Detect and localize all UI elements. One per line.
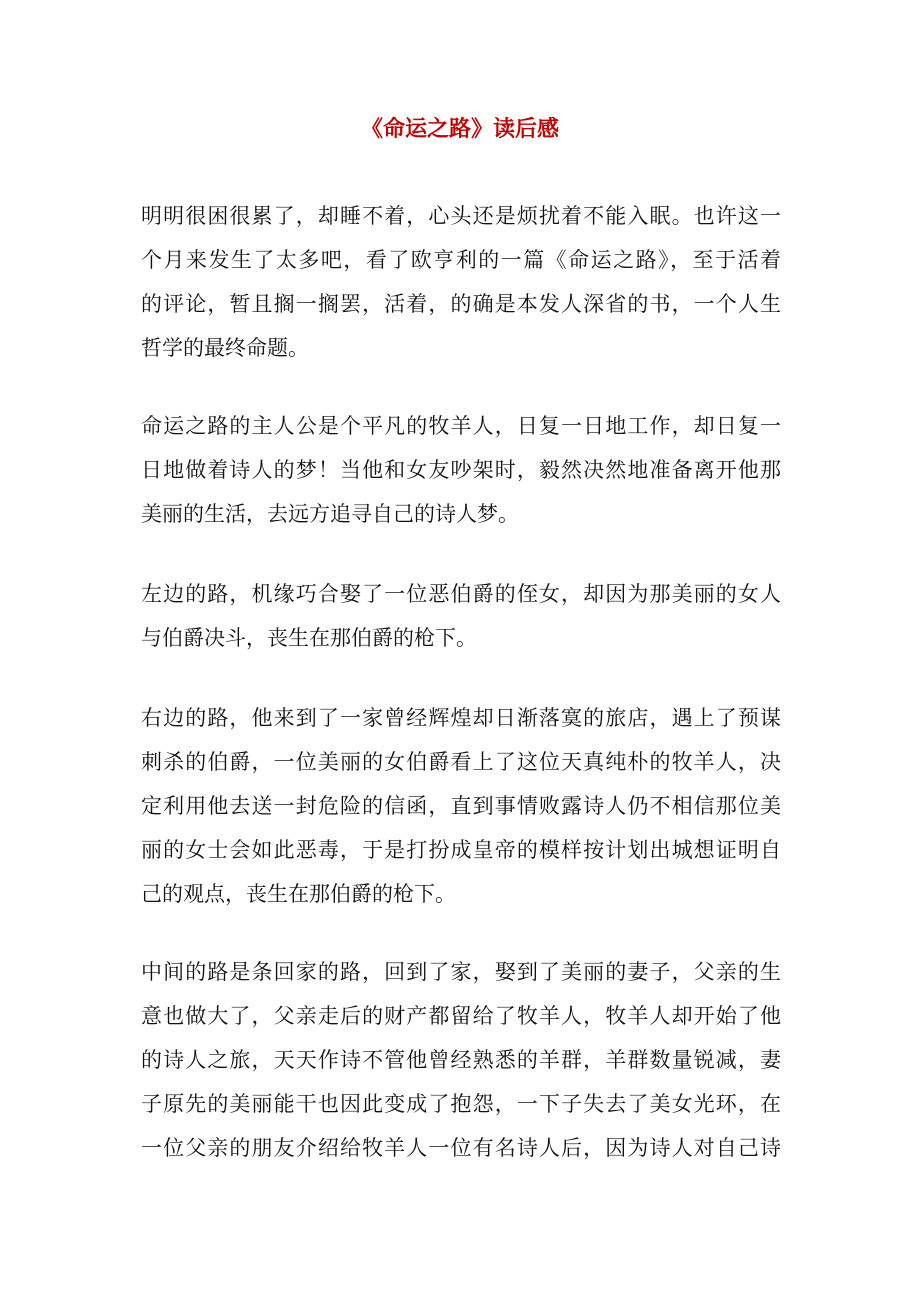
paragraph-2 — [141, 404, 781, 536]
text-line: 与伯爵决斗，丧生在那伯爵的枪下。 — [141, 626, 477, 650]
text-line: 定利用他去送一封危险的信函，直到事情败露诗人仍不相信那位美 — [141, 794, 781, 818]
text-line: 子原先的美丽能干也因此变成了抱怨，一下子失去了美女光环，在 — [141, 1092, 781, 1116]
text-line: 的诗人之旅，天天作诗不管他曾经熟悉的羊群，羊群数量锐减，妻 — [141, 1048, 781, 1072]
text-line: 命运之路的主人公是个平凡的牧羊人，日复一日地工作，却日复一 — [141, 414, 781, 438]
text-line: 的评论，暂且搁一搁罢，活着，的确是本发人深省的书，一个人生 — [141, 292, 781, 316]
text-line: 左边的路，机缘巧合娶了一位恶伯爵的侄女，却因为那美丽的女人 — [141, 582, 781, 606]
text-line: 美丽的生活，去远方追寻自己的诗人梦。 — [141, 502, 519, 526]
text-line: 右边的路，他来到了一家曾经辉煌却日渐落寞的旅店，遇上了预谋 — [141, 706, 781, 730]
paragraph-3 — [141, 572, 781, 660]
text-line: 日地做着诗人的梦！当他和女友吵架时，毅然决然地准备离开他那 — [141, 458, 781, 482]
text-line: 一位父亲的朋友介绍给牧羊人一位有名诗人后，因为诗人对自己诗 — [141, 1136, 781, 1160]
text-line: 己的观点，丧生在那伯爵的枪下。 — [141, 882, 456, 906]
paragraph-1 — [141, 194, 781, 370]
text-line: 意也做大了，父亲走后的财产都留给了牧羊人，牧羊人却开始了他 — [141, 1004, 781, 1028]
text-line: 哲学的最终命题。 — [141, 336, 309, 360]
paragraph-5 — [141, 950, 781, 1170]
text-line: 丽的女士会如此恶毒，于是打扮成皇帝的模样按计划出城想证明自 — [141, 838, 781, 862]
text-line: 中间的路是条回家的路，回到了家，娶到了美丽的妻子，父亲的生 — [141, 960, 781, 984]
text-line: 个月来发生了太多吧，看了欧亨利的一篇《命运之路》，至于活着 — [141, 248, 781, 272]
paragraph-4 — [141, 696, 781, 916]
text-line: 刺杀的伯爵，一位美丽的女伯爵看上了这位天真纯朴的牧羊人，决 — [141, 750, 781, 774]
text-line: 明明很困很累了，却睡不着，心头还是烦扰着不能入眠。也许这一 — [141, 204, 781, 228]
document-title: 《命运之路》读后感 — [360, 116, 559, 142]
